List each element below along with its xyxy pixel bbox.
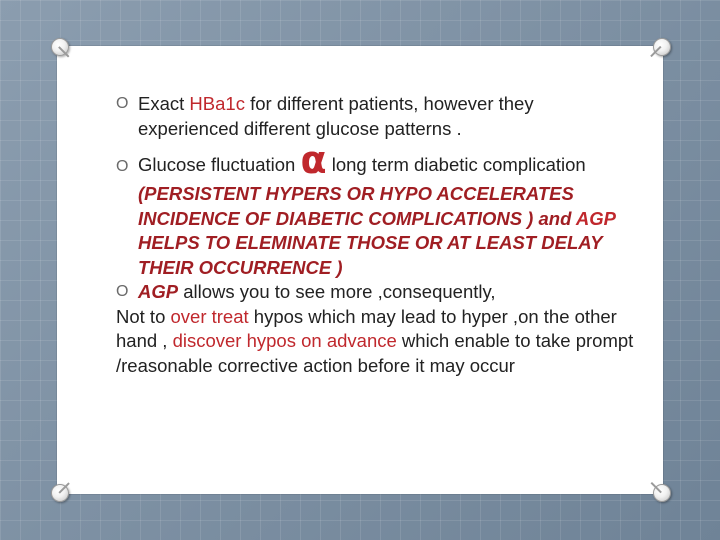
pushpin-icon [653, 38, 671, 56]
para-text: Not to [116, 305, 171, 327]
bullet-marker-icon: O [116, 283, 129, 300]
highlight-hba1c: HBa1c [189, 93, 245, 114]
alpha-symbol: α [300, 138, 327, 182]
bullet-marker-icon: O [116, 95, 129, 112]
complication-note: (PERSISTENT HYPERS OR HYPO ACCELERATES INCIDENCE OF DIABETIC COMPLICATIONS ) and [138, 183, 576, 229]
highlight-over-treat: over treat [170, 305, 249, 327]
complication-note-end: HELPS TO ELEMINATE THOSE OR AT LEAST DELAY THEIR OCCURRENCE ) [138, 232, 603, 278]
bullet-glucose-fluctuation [116, 138, 636, 280]
bullet-text: allows you to see more ,consequently, [178, 281, 496, 302]
bullet-agp [116, 280, 636, 305]
para-text: hypos which may lead to hyper ,on the other hand , [116, 305, 617, 351]
bullet-text: Glucose fluctuation [138, 154, 301, 175]
para-text: which enable to take prompt /reasonable corrective action before it may occur [116, 330, 634, 376]
highlight-agp: AGP [575, 207, 616, 229]
pushpin-icon [51, 484, 69, 502]
highlight-discover-hypos: discover hypos on advance [172, 330, 397, 351]
bullet-hba1c [116, 92, 636, 141]
bullet-text: long term diabetic complication [326, 154, 586, 175]
bullet-text: Exact [138, 93, 190, 114]
bullet-text: for different patients, however they experienced different glucose patterns . [138, 93, 534, 139]
slide-content [116, 92, 636, 378]
highlight-agp: AGP [138, 281, 179, 302]
paragraph-hypos [116, 305, 636, 379]
bullet-marker-icon: O [116, 158, 129, 175]
pushpin-icon [653, 484, 671, 502]
pushpin-icon [51, 38, 69, 56]
